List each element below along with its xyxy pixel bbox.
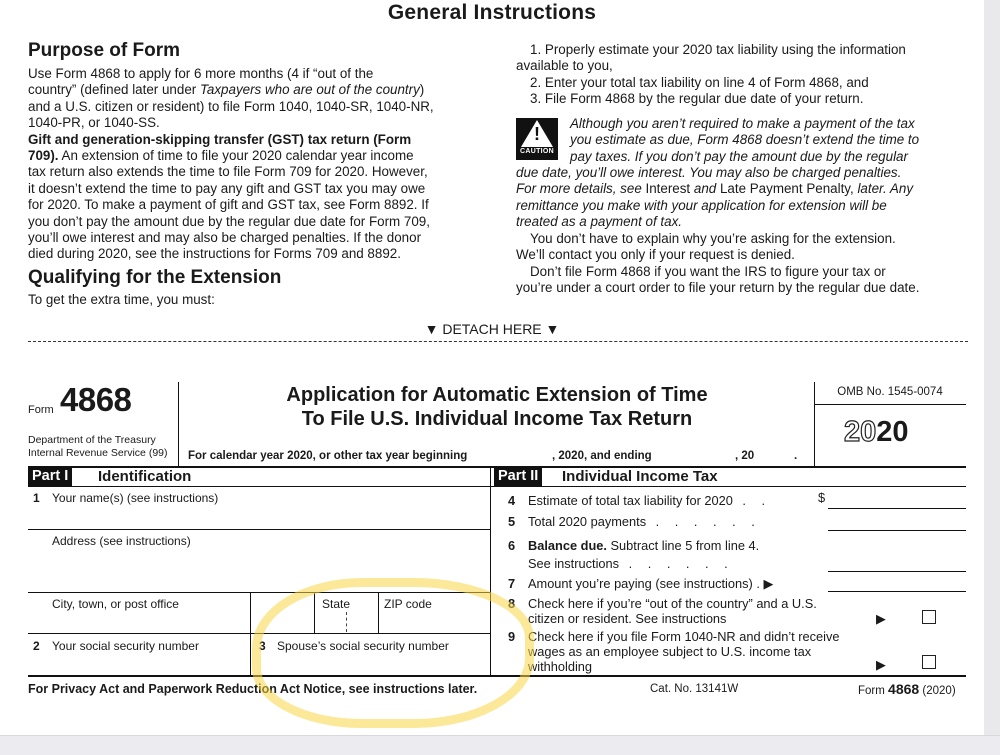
divider (178, 382, 179, 466)
line9-label-cont: withholding (528, 659, 593, 674)
ssn-field-label: Your social security number (52, 639, 199, 653)
divider (28, 486, 966, 487)
calendar-year-mid: , 2020, and ending (552, 450, 652, 462)
line-number: 6 (508, 538, 516, 553)
caution-line: you estimate as due, Form 4868 doesn’t extend the time to (570, 132, 920, 148)
state-field-label: State (322, 597, 351, 611)
explain-line: you’re under a court order to file your return by the regular due date. (516, 280, 920, 296)
form-number: 4868 (60, 381, 132, 418)
gst-line: it doesn’t extend the time to pay any gift and GST tax you may owe (28, 180, 426, 196)
line8-label: Check here if you’re “out of the country” and a U.S. (528, 596, 817, 611)
part1-badge: Part I (28, 467, 72, 486)
caution-line: due date, you’ll owe interest. You may also be charged penalties. (516, 165, 902, 180)
city-field[interactable] (28, 611, 248, 631)
line6-label: Balance due. Subtract line 5 from line 4. (528, 538, 760, 553)
line8-label-cont: citizen or resident. See instructions (528, 611, 727, 626)
caution-text (570, 116, 980, 165)
purpose-line: country” (defined later under Taxpayers who are out of the country) (28, 82, 425, 98)
line5-amount-field[interactable] (828, 512, 966, 529)
line6-label-cont: See instructions . . . . . . (528, 556, 734, 571)
part1-title: Identification (98, 468, 192, 485)
purpose-line: Use Form 4868 to apply for 6 more months (4 if “out of the (28, 66, 374, 81)
qualifying-heading: Qualifying for the Extension (28, 267, 282, 288)
requirement-item: 2. Enter your total tax liability on line 4 of Form 4868, and (530, 74, 869, 90)
line7-amount-field[interactable] (828, 573, 966, 590)
form-title-line: Application for Automatic Extension of Time (286, 384, 708, 406)
explain-line: Don’t file Form 4868 if you want the IRS to figure your tax or (530, 263, 886, 279)
arrow-icon: ▶ (876, 611, 886, 626)
line9-label: Check here if you file Form 1040-NR and didn’t receive (528, 629, 840, 644)
purpose-heading: Purpose of Form (28, 40, 181, 61)
caution-line: remittance you make with your application for extension will be (516, 197, 887, 213)
part2-badge: Part II (494, 467, 542, 486)
caution-line: Although you aren’t required to make a payment of the tax (570, 116, 915, 131)
name-field[interactable] (28, 505, 488, 527)
caution-icon: ! CAUTION (516, 118, 558, 160)
requirement-item: available to you, (516, 58, 613, 74)
part2-title: Individual Income Tax (562, 468, 718, 485)
gst-line: you’ll owe interest and may also be charged penalties. If the donor (28, 230, 422, 246)
calendar-year-line: For calendar year 2020, or other tax year beginning (188, 450, 468, 462)
calendar-year-period: . (794, 450, 798, 462)
zip-field-label: ZIP code (384, 597, 432, 611)
gst-line: tax return also extends the time to file Form 709 for 2020. However, (28, 164, 428, 180)
name-field-label: Your name(s) (see instructions) (52, 491, 219, 505)
form-1040nr-checkbox[interactable] (922, 655, 936, 669)
form-title-line: To File U.S. Individual Income Tax Return (301, 408, 693, 430)
gst-heading-line: Gift and generation-skipping transfer (GST) tax return (Form (28, 131, 412, 147)
line5-label: Total 2020 payments . . . . . . (528, 514, 761, 529)
detach-line (28, 341, 968, 342)
qualifying-text: To get the extra time, you must: (28, 292, 215, 307)
divider (828, 591, 966, 592)
divider (828, 530, 966, 531)
gst-line: you don’t pay the amount due by the regular due date for Form 709, (28, 213, 430, 229)
out-of-country-checkbox[interactable] (922, 610, 936, 624)
divider (828, 571, 966, 572)
calendar-year-end: , 20 (735, 450, 755, 462)
line-number: 4 (508, 493, 516, 508)
line7-label: Amount you’re paying (see instructions) . ▶ (528, 576, 774, 591)
divider (28, 529, 490, 530)
viewer-bottom-bar (0, 735, 1000, 755)
arrow-icon: ▶ (876, 657, 886, 672)
purpose-text (28, 66, 498, 263)
gst-line: 709). An extension of time to file your 2020 calendar year income (28, 148, 414, 164)
dept-line: Department of the Treasury (28, 434, 156, 446)
line-number: 9 (508, 629, 516, 644)
dept-line: Internal Revenue Service (99) (28, 447, 168, 459)
catalog-number: Cat. No. 13141W (650, 683, 739, 695)
detach-here-label: ▼ DETACH HERE ▼ (424, 321, 560, 337)
line4-label: Estimate of total tax liability for 2020 . . (528, 493, 772, 508)
line-number: 5 (508, 514, 516, 529)
requirement-item: 3. File Form 4868 by the regular due date of your return. (530, 91, 864, 107)
form-title (182, 383, 812, 431)
tax-year: 2020 (844, 416, 909, 448)
general-instructions-title: General Instructions (387, 1, 597, 24)
line-number: 2 (33, 639, 40, 653)
gst-line: for 2020. To make a payment of gift and GST tax, see Form 8892. If (28, 197, 429, 213)
line-number: 7 (508, 576, 516, 591)
viewer-margin (984, 0, 1000, 735)
caution-label: CAUTION (520, 148, 554, 155)
line4-amount-field[interactable] (828, 490, 966, 507)
divider (814, 404, 966, 405)
line6-amount-field[interactable] (828, 552, 966, 569)
form-word: Form (28, 404, 54, 416)
line9-label-cont: wages as an employee subject to U.S. income tax (528, 644, 812, 659)
requirement-item: 1. Properly estimate your 2020 tax liability using the information (530, 42, 906, 57)
explain-text (516, 231, 981, 297)
department (28, 434, 168, 460)
line-number: 1 (33, 491, 40, 505)
divider (828, 508, 966, 509)
caution-line: treated as a payment of tax. (516, 214, 682, 230)
purpose-line: and a U.S. citizen or resident) to file Form 1040, 1040-SR, 1040-NR, (28, 98, 434, 114)
omb-number: OMB No. 1545-0074 (837, 386, 943, 398)
caution-line: For more details, see Interest and Late Payment Penalty, later. Any (516, 181, 914, 197)
explain-line: You don’t have to explain why you’re asking for the extension. (530, 231, 896, 246)
city-field-label: City, town, or post office (52, 597, 179, 611)
line-number: 8 (508, 596, 516, 611)
dollar-sign: $ (818, 490, 826, 505)
purpose-line: 1040-PR, or 1040-SS. (28, 115, 160, 131)
gst-line: died during 2020, see the instructions for Forms 709 and 8892. (28, 246, 401, 262)
line-number: 3 (259, 639, 266, 653)
caution-text-cont (516, 165, 981, 231)
highlight-annotation (252, 578, 534, 728)
privacy-notice: For Privacy Act and Paperwork Reduction Act Notice, see instructions later. (28, 682, 478, 696)
requirements-list (516, 42, 976, 108)
caution-line: pay taxes. If you don’t pay the amount due by the regular (570, 148, 908, 164)
ssn-field[interactable] (28, 654, 248, 674)
explain-line: We’ll contact you only if your request is denied. (516, 247, 795, 263)
address-field-label: Address (see instructions) (52, 534, 191, 548)
spouse-ssn-field-label: Spouse’s social security number (277, 639, 449, 653)
footer-form-id: Form 4868 (2020) (858, 681, 956, 697)
